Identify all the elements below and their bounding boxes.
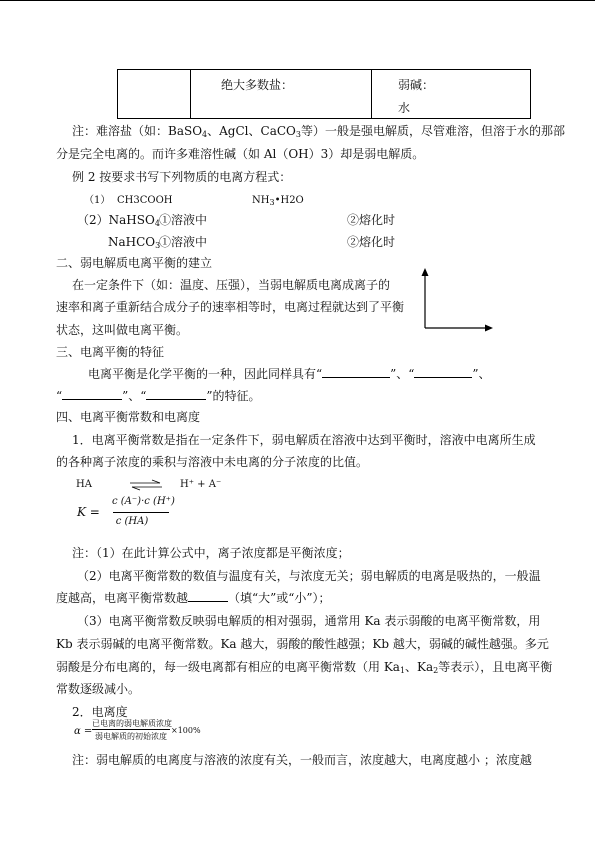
alpha-symbol: α =: [74, 726, 93, 737]
ionization-degree-heading: 2．电离度: [72, 705, 128, 719]
blank-3[interactable]: [62, 398, 122, 400]
nahso4-molten: ②熔化时: [347, 213, 396, 227]
k-fraction-bar: [113, 512, 169, 513]
section3-heading: 三、电离平衡的特征: [56, 345, 165, 359]
rate-time-axes: [418, 268, 494, 332]
note-k-3-line2: Kb 表示弱碱的电离平衡常数。Ka 越大，弱酸的酸性越强；Kb 越大，弱碱的碱性越强。多元: [56, 637, 549, 651]
nahso4-solution: ①溶液中: [159, 213, 208, 227]
example2-title: 例 2 按要求书写下列物质的电离方程式：: [72, 170, 292, 184]
note-k-3-line4: 常数逐级减小。: [56, 682, 141, 696]
blank-temperature[interactable]: [188, 600, 228, 602]
equilibrium-arrows-icon: [128, 479, 164, 491]
header-rule: [0, 0, 595, 1]
note-k-2-line1: （2）电离平衡常数的数值与温度有关，与浓度无关；弱电解质的电离是吸热的，一般温: [77, 569, 541, 583]
alpha-numerator: 已电离的弱电解质浓度: [92, 719, 172, 728]
note-k-2-line2: 度越高，电离平衡常数越 （填“大”或“小”）；: [56, 591, 331, 605]
section4-heading: 四、电离平衡常数和电离度: [56, 410, 201, 424]
nahco3-solution: ①溶液中: [159, 235, 208, 249]
weak-base-water: 水: [398, 101, 411, 115]
note-k-3-line1: （3）电离平衡常数反映弱电解质的相对强弱，通常用 Ka 表示弱酸的电离平衡常数，用: [77, 614, 541, 628]
note-k-3-line3: 弱酸是分布电离的，每一级电离都有相应的电离平衡常数（用 $Ka_1$、$Ka_2$等表示），且电离平衡: [56, 660, 553, 675]
x-axis-arrow-icon: [485, 325, 493, 332]
alpha-denominator: 弱电解质的初始浓度: [95, 732, 167, 741]
alpha-percent: ×100%: [171, 726, 201, 735]
nahco3-molten: ②熔化时: [347, 235, 396, 249]
example2-nahso4: （2）NaHSO$_4$: [77, 213, 160, 228]
formula-acetic-acid: CH3COOH: [117, 195, 173, 206]
table-cell-weak-bases: [372, 70, 531, 119]
section2-para-line2: 速率和离子重新结合成分子的速率相等时，电离过程就达到了平衡: [56, 300, 405, 314]
section3-line2: “ ”、“ ”的特征。: [56, 389, 261, 403]
equilibrium-reactant: HA: [76, 479, 92, 490]
note-insoluble-bases: 分是完全电离的。而许多难溶性碱（如 Al（OH）3）却是弱电解质。: [56, 147, 425, 161]
table-cell-left: [118, 70, 191, 119]
blank-4[interactable]: [146, 398, 206, 400]
y-axis-arrow-icon: [422, 268, 429, 276]
section4-def-line2: 的各种离子浓度的乘积与溶液中未电离的分子浓度的比值。: [56, 455, 369, 469]
example2-item1-num: （1）: [84, 195, 111, 206]
k-symbol: K =: [77, 505, 100, 519]
section4-def-line1: 1．电离平衡常数是指在一定条件下，弱电解质在溶液中达到平衡时，溶液中电离所生成: [72, 433, 536, 447]
blank-1[interactable]: [322, 376, 390, 378]
weak-base-label: 弱碱：: [398, 78, 435, 92]
electrolyte-table: [117, 69, 531, 119]
formula-ammonia-hydrate: $NH_3•H2O$: [252, 195, 304, 207]
blank-2[interactable]: [414, 376, 472, 378]
example2-nahco3: NaHCO$_3$: [108, 235, 161, 250]
equilibrium-products: H⁺ + A⁻: [180, 479, 222, 490]
section2-para-line3: 状态，这叫做电离平衡。: [56, 323, 189, 337]
section3-line1: 电离平衡是化学平衡的一种，因此同样具有“ ”、“ ”、: [88, 367, 491, 381]
k-denominator: c (HA): [115, 516, 149, 527]
note-insoluble-salts: 注：难溶盐（如：BaSO$_4$、AgCl、CaCO$_3$等）一般是强电解质，尽管难溶，但溶于水的那部: [72, 124, 565, 139]
note-k-1: 注：（1）在此计算公式中，离子浓度都是平衡浓度；: [72, 546, 350, 560]
note-ionization-degree: 注：弱电解质的电离度与溶液的浓度有关，一般而言，浓度越大，电离度越小 ；浓度越: [72, 753, 532, 767]
k-numerator: c (A⁻)·c (H⁺): [112, 496, 175, 507]
section2-para-line1: 在一定条件下（如：温度、压强），当弱电解质电离成离子的: [72, 278, 391, 292]
table-cell-salts: 绝大多数盐：: [191, 70, 372, 119]
section2-heading: 二、弱电解质电离平衡的建立: [56, 256, 213, 270]
